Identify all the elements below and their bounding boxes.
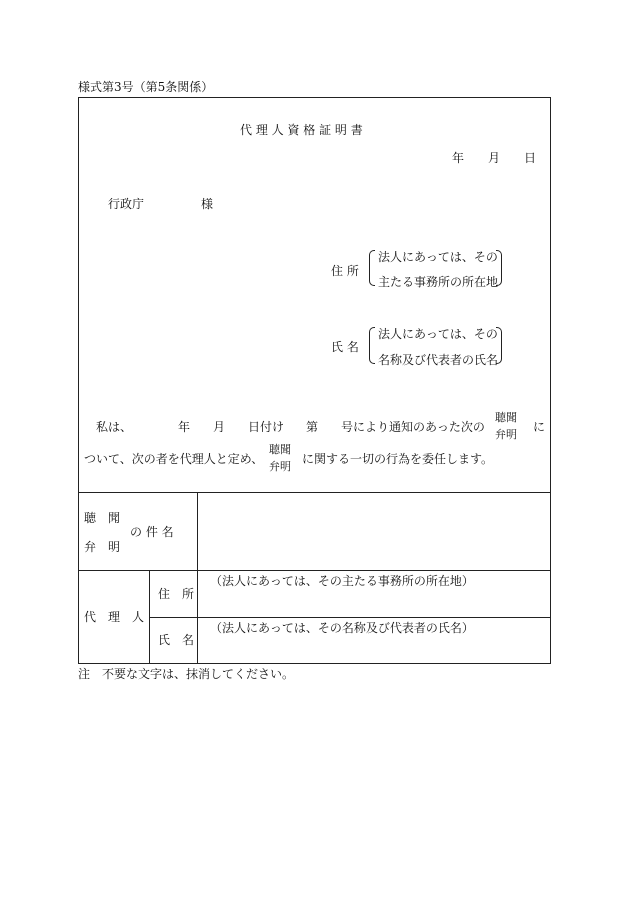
body-line1-dai: 第: [306, 420, 319, 434]
agent-label: 代 理 人: [84, 610, 145, 624]
table-top-line: [78, 492, 551, 493]
address-note-line-2: 主たる事務所の所在地: [378, 275, 499, 289]
choice2-explanation: 弁明: [269, 460, 291, 473]
agent-divider-right: [197, 570, 198, 664]
document-title: 代 理 人 資 格 証 明 書: [240, 123, 363, 137]
agent-address-label: 住 所: [158, 587, 195, 601]
choice-hearing: 聴聞: [495, 411, 517, 424]
name-note-line-1: 法人にあっては、その: [378, 327, 498, 341]
body-line1-intro: 私は、: [96, 420, 133, 434]
date-month: 月: [488, 151, 501, 165]
address-note-line-1: 法人にあっては、その: [378, 250, 498, 264]
case-label-hearing: 聴 聞: [84, 511, 121, 525]
body-line1-ni: に: [533, 420, 546, 434]
case-label-explanation: 弁 明: [84, 540, 121, 554]
body-line1-month: 月: [213, 420, 226, 434]
body-line1-notice: 号により通知のあった次の: [341, 420, 485, 434]
addressee-honorific: 様: [201, 197, 214, 211]
agent-divider-left: [149, 570, 150, 664]
agent-address-note[interactable]: （法人にあっては、その主たる事務所の所在地）: [210, 574, 474, 588]
address-note-open-bracket: [369, 250, 375, 286]
name-note-line-2: 名称及び代表者の氏名: [378, 353, 499, 367]
footnote: 注 不要な文字は、抹消してください。: [78, 667, 295, 681]
body-line1-day: 日付け: [248, 420, 285, 434]
name-note-open-bracket: [369, 327, 375, 364]
choice2-hearing: 聴聞: [269, 443, 291, 456]
case-label-title: の 件 名: [130, 525, 174, 539]
date-day: 日: [524, 151, 537, 165]
choice-explanation: 弁明: [495, 428, 517, 441]
agent-name-label: 氏 名: [158, 633, 195, 647]
body-line1-year: 年: [178, 420, 191, 434]
applicant-address-label: 住 所: [331, 264, 359, 278]
date-year: 年: [452, 151, 465, 165]
form-number: 様式第3号（第5条関係）: [78, 80, 214, 94]
body-line2-rest: に関する一切の行為を委任します。: [302, 452, 494, 466]
agent-name-note[interactable]: （法人にあっては、その名称及び代表者の氏名）: [210, 621, 474, 635]
case-divider: [197, 492, 198, 570]
name-note-close-bracket: [496, 327, 502, 364]
address-note-close-bracket: [496, 250, 502, 286]
addressee-agency: 行政庁: [108, 197, 145, 211]
applicant-name-label: 氏 名: [331, 340, 359, 354]
agent-mid-line: [149, 617, 551, 618]
body-line2-intro: ついて、次の者を代理人と定め、: [84, 452, 264, 466]
